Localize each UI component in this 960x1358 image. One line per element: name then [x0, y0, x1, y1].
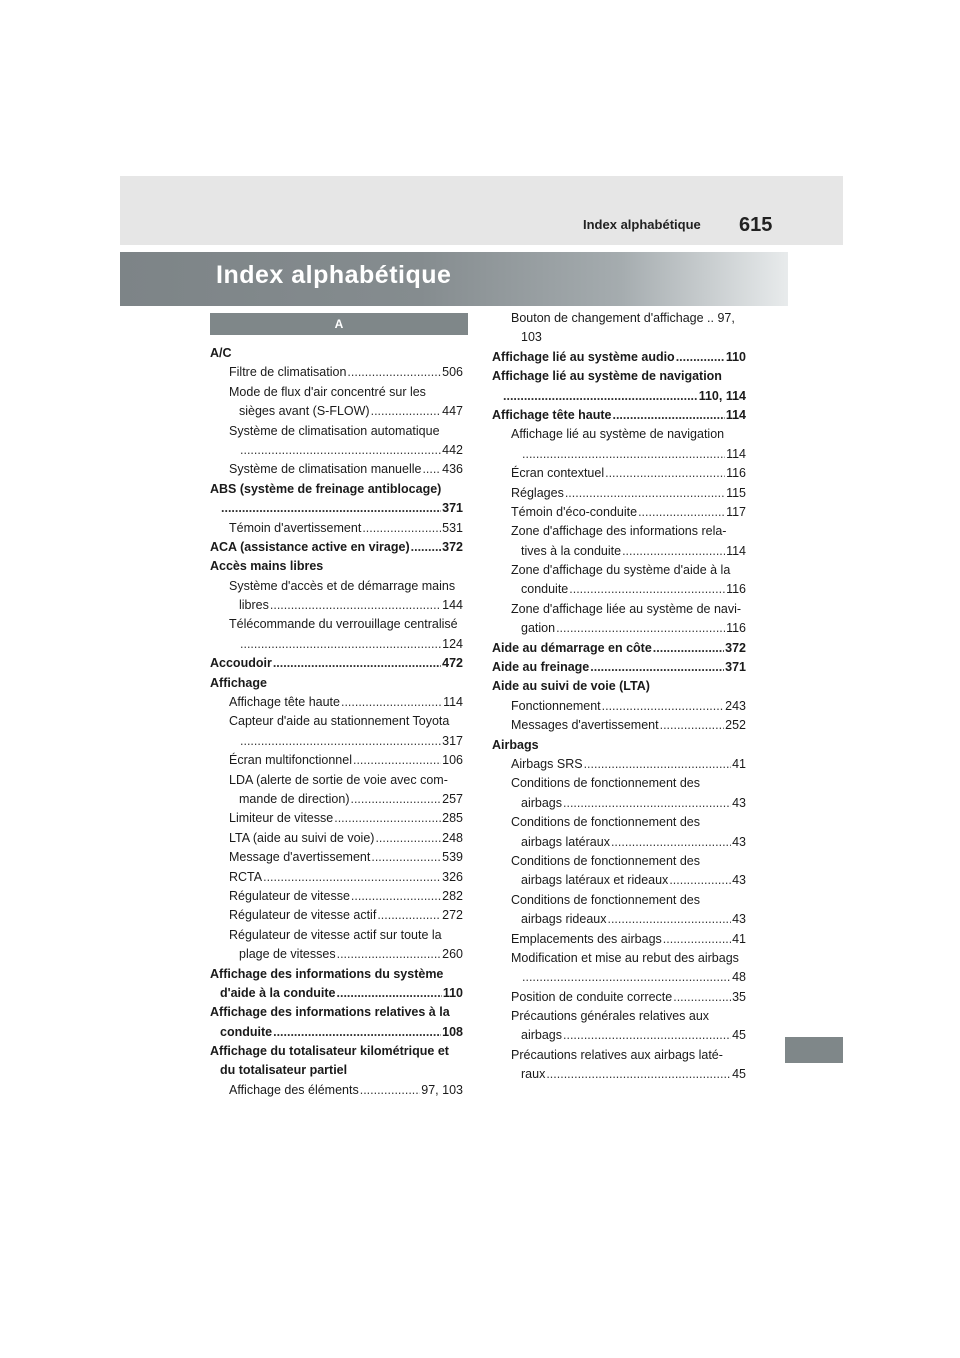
page-reference: 45 [732, 1028, 746, 1043]
index-entry [492, 910, 746, 929]
entry-text: Message d'avertissement [229, 850, 371, 865]
index-entry [492, 503, 746, 522]
index-entry: LDA (alerte de sortie de voie avec com- [229, 772, 448, 787]
entry-text: raux [521, 1067, 546, 1082]
page-reference: 317 [442, 733, 463, 748]
index-entry: Affichage [210, 675, 267, 690]
page-reference: 48 [732, 970, 746, 985]
dot-leader [565, 484, 725, 503]
page-reference: 117 [726, 504, 746, 519]
dot-leader [377, 906, 441, 925]
index-entry [210, 654, 463, 673]
index-column-right [492, 309, 746, 1085]
dot-leader [622, 542, 725, 561]
page-reference: 285 [442, 811, 463, 826]
dot-leader [337, 945, 442, 964]
dot-leader [240, 441, 441, 460]
dot-leader [584, 755, 732, 774]
page-reference: 372 [725, 640, 746, 655]
index-entry [492, 930, 746, 949]
page-reference: 41 [732, 931, 746, 946]
dot-leader [240, 635, 441, 654]
dot-leader [371, 402, 442, 421]
index-entry [210, 499, 463, 518]
dot-leader [607, 910, 731, 929]
entry-text: Aide au démarrage en côte [492, 640, 652, 655]
index-entry [492, 716, 746, 735]
entry-text: Position de conduite correcte [511, 989, 673, 1004]
page-reference: 114 [725, 407, 746, 422]
thumb-tab [785, 1037, 843, 1063]
page-reference: 43 [732, 834, 746, 849]
page-reference: 43 [732, 795, 746, 810]
page-reference: 252 [725, 718, 746, 733]
section-label: Index alphabétique [583, 217, 701, 232]
index-entry: Airbags [492, 737, 539, 752]
dot-leader [353, 751, 441, 770]
index-entry: Système d'accès et de démarrage mains [229, 578, 456, 593]
dot-leader [360, 1081, 421, 1100]
index-entry [492, 988, 746, 1007]
dot-leader [350, 790, 441, 809]
page-reference: 442 [442, 442, 463, 457]
entry-text: Limiteur de vitesse [229, 811, 334, 826]
dot-leader [362, 519, 441, 538]
dot-leader [240, 732, 441, 751]
index-entry: Précautions générales relatives aux [511, 1009, 710, 1024]
page-reference: 41 [732, 756, 746, 771]
index-entry [210, 809, 463, 828]
index-entry: Bouton de changement d'affichage .. 97, [511, 311, 735, 325]
page-reference: 248 [442, 830, 463, 845]
index-entry [492, 464, 746, 483]
index-entry [492, 639, 746, 658]
dot-leader [347, 363, 441, 382]
page-reference: 372 [442, 539, 463, 554]
dot-leader [273, 654, 441, 673]
entry-text: Aide au freinage [492, 660, 590, 675]
dot-leader [546, 1065, 731, 1084]
entry-text: d'aide à la conduite [220, 985, 336, 1000]
index-entry [492, 387, 746, 406]
entry-text: mande de direction) [239, 791, 350, 806]
title-band [120, 252, 788, 306]
index-entry: Précautions relatives aux airbags laté- [511, 1047, 723, 1062]
dot-leader [563, 794, 731, 813]
index-entry: Conditions de fonctionnement des [511, 892, 701, 907]
index-entry [210, 693, 463, 712]
dot-leader [371, 848, 441, 867]
page-reference: 115 [726, 485, 746, 500]
page-reference: 371 [442, 501, 463, 516]
page-reference: 472 [442, 656, 463, 671]
dot-leader [556, 619, 725, 638]
index-entry: Conditions de fonctionnement des [511, 776, 701, 791]
entry-text: Témoin d'éco-conduite [511, 504, 638, 519]
dot-leader [669, 871, 731, 890]
page-reference: 97, 103 [421, 1082, 463, 1097]
dot-leader [263, 868, 441, 887]
index-entry: Télécommande du verrouillage centralisé [229, 617, 458, 632]
page-reference: 43 [732, 912, 746, 927]
page-reference: 144 [442, 598, 463, 613]
index-entry [492, 1026, 746, 1045]
page-reference: 272 [442, 908, 463, 923]
index-entry [492, 445, 746, 464]
dot-leader [522, 445, 725, 464]
index-entry [210, 538, 463, 557]
entry-text: ACA (assistance active en virage) [210, 539, 410, 554]
entry-text: Messages d'avertissement [511, 718, 659, 733]
page-reference: 116 [726, 582, 746, 597]
dot-leader [663, 930, 731, 949]
index-entry [492, 542, 746, 561]
page-reference: 116 [726, 621, 746, 636]
index-entry: 103 [521, 330, 542, 345]
page-reference: 539 [442, 850, 463, 865]
page-reference: 506 [442, 365, 463, 380]
entry-text: Réglages [511, 485, 564, 500]
entry-text: conduite [521, 582, 569, 597]
entry-text: airbags latéraux [521, 834, 610, 849]
entry-text: Emplacements des airbags [511, 931, 662, 946]
entry-text: Écran multifonctionnel [229, 753, 352, 768]
page-reference: 282 [442, 888, 463, 903]
entry-text: sièges avant (S-FLOW) [239, 404, 370, 419]
index-entry: Affichage des informations relatives à la [210, 1005, 450, 1020]
index-entry [210, 790, 463, 809]
page-reference: 436 [442, 462, 463, 477]
page-reference: 114 [726, 446, 746, 461]
dot-leader [638, 503, 725, 522]
dot-leader [590, 658, 724, 677]
entry-text: Affichage lié au système audio [492, 349, 675, 364]
dot-leader [569, 580, 725, 599]
index-entry: Mode de flux d'air concentré sur les [229, 384, 426, 399]
index-entry: Zone d'affichage du système d'aide à la [511, 563, 731, 578]
dot-leader [605, 464, 725, 483]
index-column-left [210, 344, 463, 1100]
entry-text: conduite [220, 1024, 273, 1039]
letter-heading: A [210, 313, 468, 335]
index-entry: Système de climatisation automatique [229, 423, 440, 438]
dot-leader [273, 1023, 441, 1042]
entry-text: Fonctionnement [511, 698, 601, 713]
index-entry: Régulateur de vitesse actif sur toute la [229, 927, 442, 942]
index-entry: Zone d'affichage liée au système de navi- [511, 601, 742, 616]
index-entry [210, 635, 463, 654]
index-entry [492, 871, 746, 890]
page-reference: 114 [443, 695, 463, 710]
index-entry: Affichage lié au système de navigation [511, 427, 725, 442]
dot-leader [351, 887, 441, 906]
page-reference: 326 [442, 869, 463, 884]
dot-leader [411, 538, 442, 557]
index-entry: Affichage lié au système de navigation [492, 369, 722, 384]
dot-leader [676, 348, 725, 367]
index-entry [210, 1081, 463, 1100]
entry-text: airbags rideaux [521, 912, 607, 927]
entry-text: LTA (aide au suivi de voie) [229, 830, 375, 845]
entry-text: tives à la conduite [521, 543, 622, 558]
index-entry [210, 829, 463, 848]
index-entry [210, 402, 463, 421]
dot-leader [660, 716, 725, 735]
page-reference: 260 [442, 947, 463, 962]
page-reference: 108 [442, 1024, 463, 1039]
entry-text: Airbags SRS [511, 756, 583, 771]
index-entry: Conditions de fonctionnement des [511, 815, 701, 830]
index-entry [210, 751, 463, 770]
index-entry: Affichage du totalisateur kilométrique et [210, 1044, 449, 1059]
dot-leader [270, 596, 441, 615]
index-entry [210, 732, 463, 751]
entry-text: plage de vitesses [239, 947, 336, 962]
index-entry [210, 984, 463, 1003]
index-entry [492, 755, 746, 774]
dot-leader [602, 697, 725, 716]
dot-leader [563, 1026, 731, 1045]
index-entry: Accès mains libres [210, 559, 324, 574]
index-entry [492, 697, 746, 716]
page-reference: 243 [725, 698, 746, 713]
page-number: 615 [739, 214, 773, 236]
page-reference: 114 [726, 543, 746, 558]
index-entry: Capteur d'aide au stationnement Toyota [229, 714, 450, 729]
index-entry: A/C [210, 346, 232, 360]
index-entry [492, 1065, 746, 1084]
dot-leader [422, 460, 441, 479]
dot-leader [611, 833, 731, 852]
index-entry: du totalisateur partiel [220, 1063, 348, 1078]
index-entry [210, 441, 463, 460]
entry-text: airbags [521, 795, 562, 810]
dot-leader [337, 984, 442, 1003]
index-entry [492, 968, 746, 987]
header-band [120, 176, 843, 245]
entry-text: Régulateur de vitesse actif [229, 908, 377, 923]
index-entry [492, 658, 746, 677]
entry-text: Témoin d'avertissement [229, 520, 362, 535]
page-reference: 110 [442, 985, 463, 1000]
index-entry [210, 460, 463, 479]
index-entry [492, 406, 746, 425]
page-reference: 45 [732, 1067, 746, 1082]
page-reference: 257 [442, 791, 463, 806]
page-title: Index alphabétique [216, 261, 452, 289]
index-entry [492, 484, 746, 503]
dot-leader [334, 809, 441, 828]
entry-text: airbags latéraux et rideaux [521, 873, 669, 888]
page-reference: 43 [732, 873, 746, 888]
index-entry [492, 794, 746, 813]
index-entry [210, 519, 463, 538]
entry-text: Filtre de climatisation [229, 365, 347, 380]
dot-leader [341, 693, 442, 712]
index-entry: Modification et mise au rebut des airbags [511, 950, 739, 965]
index-entry [210, 363, 463, 382]
index-entry: ABS (système de freinage antiblocage) [210, 481, 442, 496]
index-entry [210, 596, 463, 615]
entry-text: Régulateur de vitesse [229, 888, 350, 903]
index-entry [210, 945, 463, 964]
entry-text: Accoudoir [210, 656, 272, 671]
page-reference: 124 [442, 636, 463, 651]
dot-leader [673, 988, 731, 1007]
index-entry [210, 887, 463, 906]
page-reference: 35 [732, 989, 746, 1004]
entry-text: gation [521, 621, 556, 636]
index-entry [210, 906, 463, 925]
index-entry [492, 619, 746, 638]
dot-leader [221, 499, 441, 518]
page-reference: 106 [442, 753, 463, 768]
dot-leader [503, 387, 698, 406]
dot-leader [653, 639, 724, 658]
index-entry [492, 833, 746, 852]
index-entry [210, 1023, 463, 1042]
index-entry: Zone d'affichage des informations rela- [511, 524, 727, 539]
index-entry [492, 348, 746, 367]
entry-text: libres [239, 598, 269, 613]
page-reference: 371 [725, 660, 746, 675]
dot-leader [612, 406, 724, 425]
entry-text: Système de climatisation manuelle [229, 462, 422, 477]
entry-text: RCTA [229, 869, 263, 884]
dot-leader [375, 829, 441, 848]
page-reference: 110 [725, 349, 746, 364]
page-reference: 531 [442, 520, 463, 535]
index-entry [210, 848, 463, 867]
index-entry: Aide au suivi de voie (LTA) [492, 679, 650, 694]
entry-text: Écran contextuel [511, 466, 605, 481]
page-reference: 447 [442, 404, 463, 419]
entry-text: Affichage tête haute [492, 407, 612, 422]
entry-text: Affichage tête haute [229, 695, 340, 710]
entry-text: Affichage des éléments [229, 1082, 359, 1097]
page-reference: 116 [726, 466, 746, 481]
index-entry [210, 868, 463, 887]
index-entry [492, 580, 746, 599]
index-entry: Conditions de fonctionnement des [511, 853, 701, 868]
page-reference: 110, 114 [698, 388, 746, 403]
index-entry: Affichage des informations du système [210, 966, 444, 981]
dot-leader [522, 968, 731, 987]
entry-text: airbags [521, 1028, 562, 1043]
